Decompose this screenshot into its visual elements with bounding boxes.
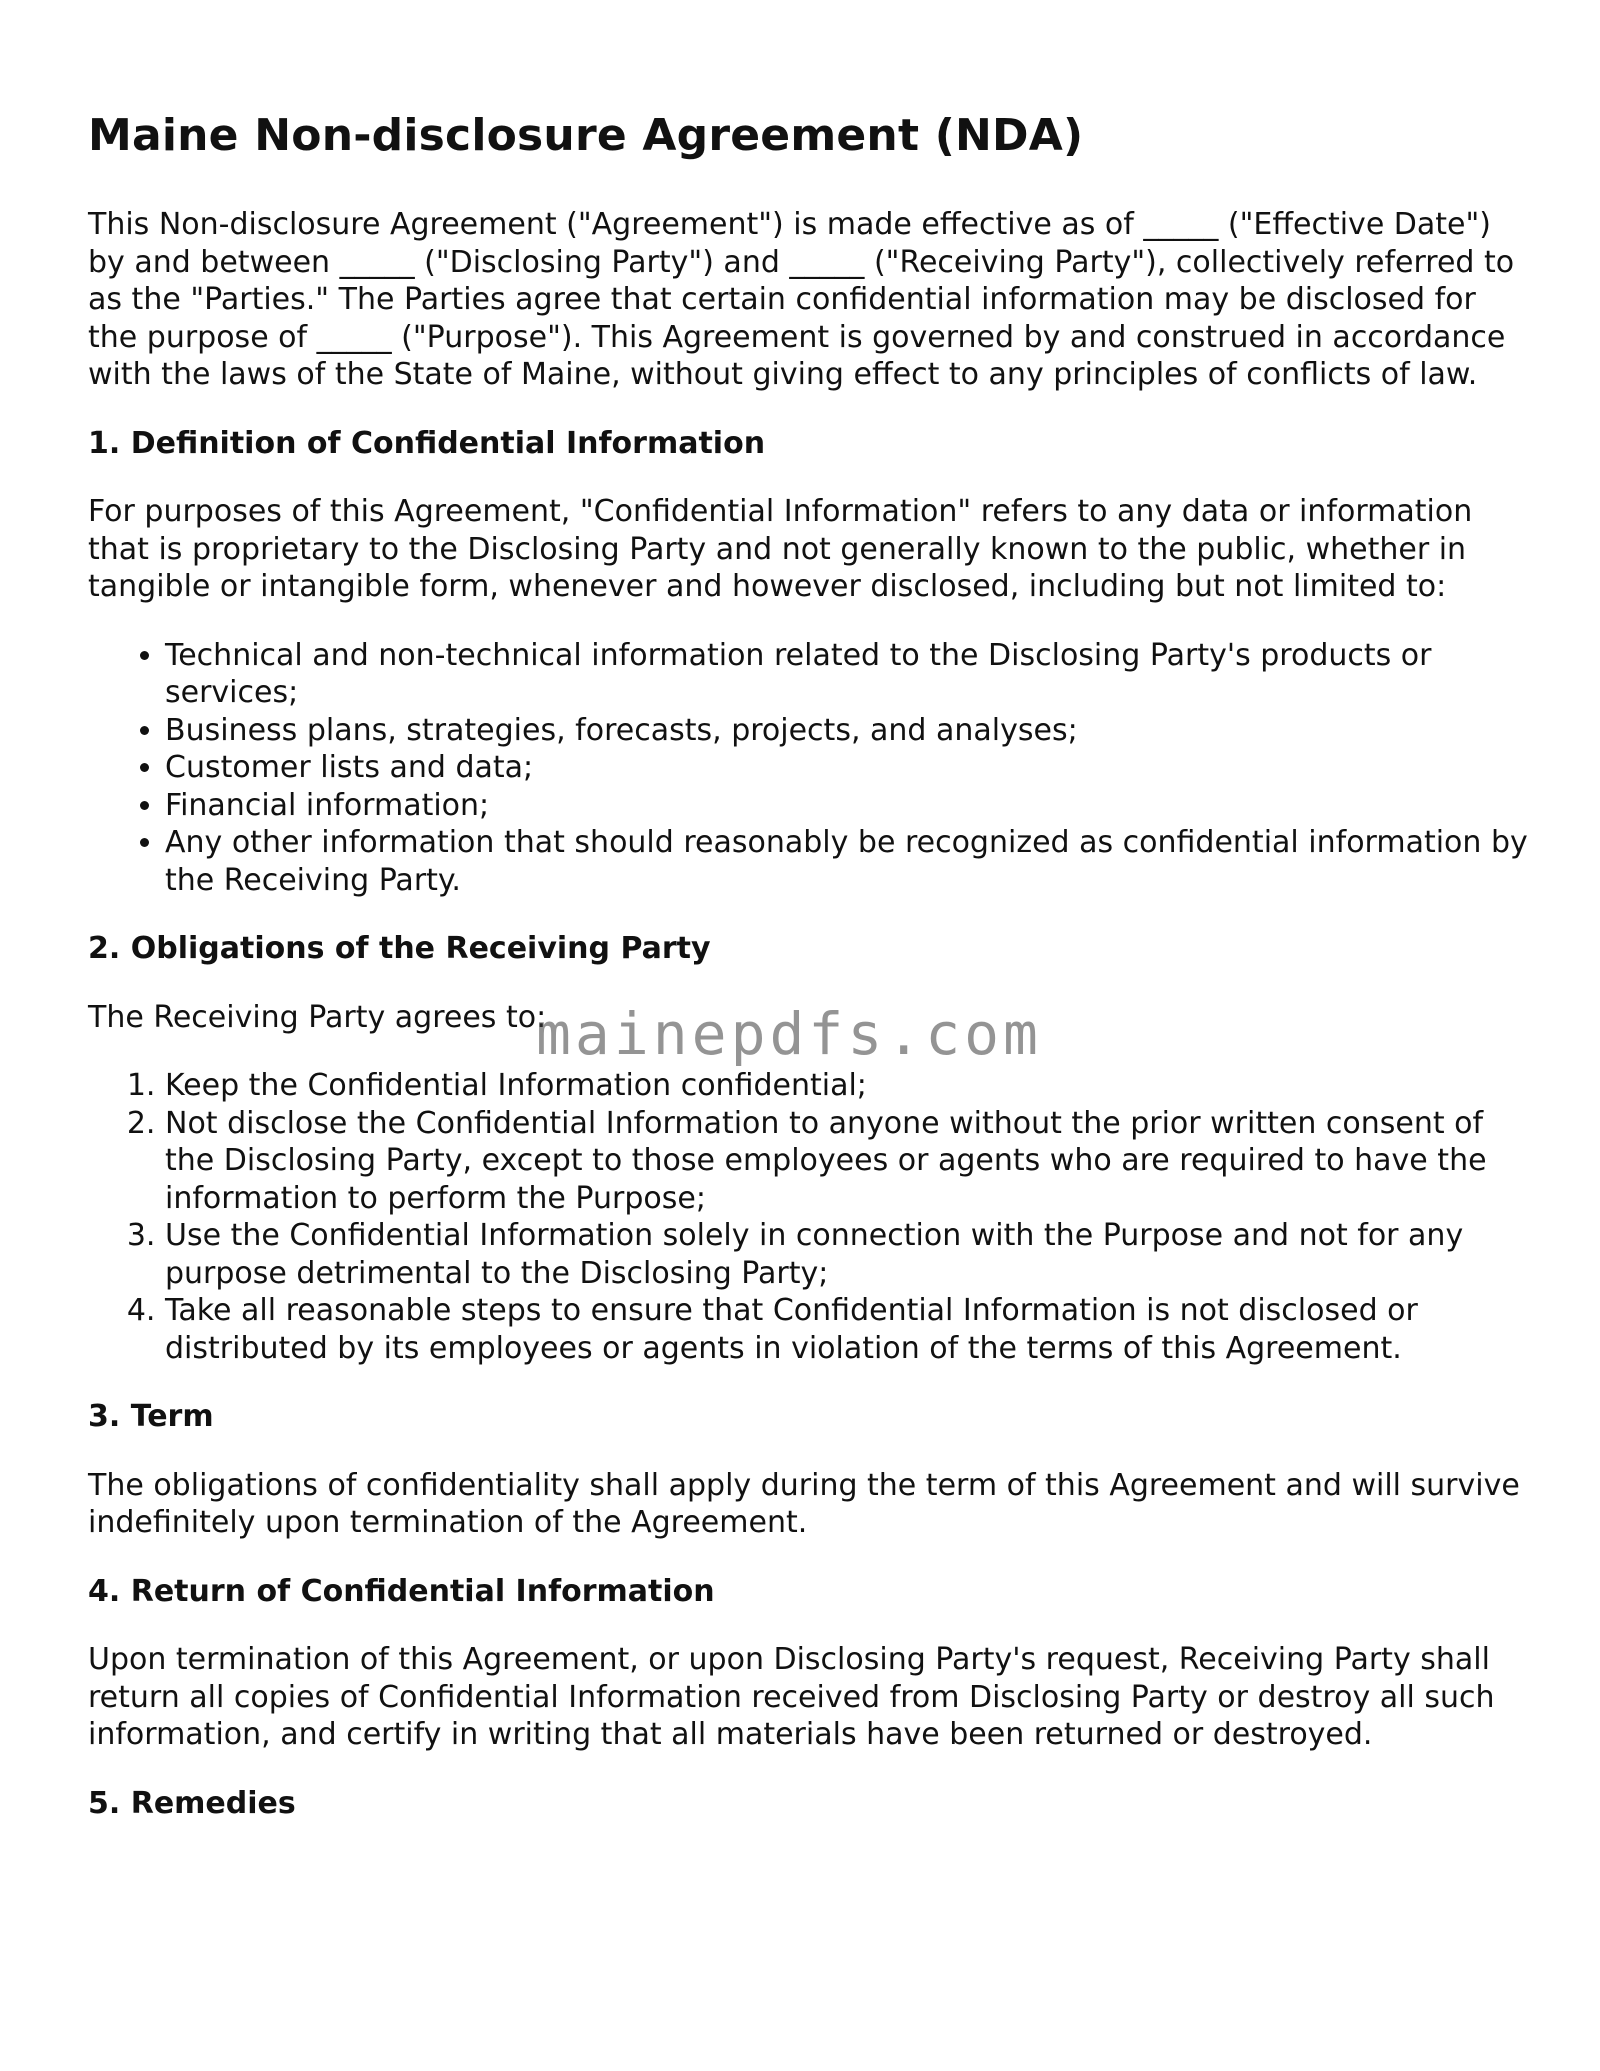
list-item: 4. Take all reasonable steps to ensure that Confidential Information is not disclosed or distributed by its employees or agents in violation of the terms of this Agreement. [165, 1292, 1528, 1367]
list-item: • Technical and non-technical information related to the Disclosing Party's products or services; [165, 637, 1528, 712]
obligations-list [88, 1067, 1528, 1367]
section-body-definition: For purposes of this Agreement, "Confidential Information" refers to any data or information that is proprietary to the Disclosing Party and not generally known to the public, whether in tangible or intangible form, whenever and however disclosed, including but not limited to: [88, 494, 1473, 604]
section-body-term: The obligations of confidentiality shall apply during the term of this Agreement and will survive indefinitely upon termination of the Agreement. [88, 1467, 1520, 1540]
section-heading-remedies: 5. Remedies [88, 1785, 296, 1821]
section-body-obligations: The Receiving Party agrees to: [88, 999, 547, 1035]
section-heading-obligations: 2. Obligations of the Receiving Party [88, 931, 711, 966]
document-title: Maine Non-disclosure Agreement (NDA) [88, 110, 1084, 161]
list-item: 3. Use the Confidential Information solely in connection with the Purpose and not for any purpose detrimental to the Disclosing Party; [165, 1217, 1528, 1292]
watermark: mainepdfs.com [536, 1000, 1042, 1068]
section-heading-return: 4. Return of Confidential Information [88, 1573, 715, 1609]
section-heading-definition: 1. Definition of Confidential Information [88, 425, 766, 461]
list-item: • Business plans, strategies, forecasts, projects, and analyses; [165, 712, 1528, 750]
list-item: • Any other information that should reasonably be recognized as confidential information by the Receiving Party. [165, 824, 1528, 899]
list-item: 2. Not disclose the Confidential Information to anyone without the prior written consent of the Disclosing Party, except to those employees or agents who are required to have the information to perform the Purpose; [165, 1105, 1528, 1218]
document-page [88, 108, 1528, 1853]
section-body-return: Upon termination of this Agreement, or upon Disclosing Party's request, Receiving Party shall return all copies of Confidential Information received from Disclosing Party or destroy all such information, and certify in writing that all materials have been returned or destroyed. [88, 1642, 1495, 1752]
list-item: • Financial information; [165, 787, 1528, 825]
intro-paragraph: This Non-disclosure Agreement ("Agreement") is made effective as of _____ ("Effective Date") by and between _____ ("Disclosing Party") and _____ ("Receiving Party"), collectively referred to as the "Parties." The Parties agree that certain confidential information may be disclosed for the purpose of _____ ("Purpose"). This Agreement is governed by and construed in accordance with the laws of the State of Maine, without giving effect to any principles of conflicts of law. [88, 207, 1515, 392]
section-heading-term: 3. Term [88, 1399, 214, 1434]
list-item: • Customer lists and data; [165, 749, 1528, 787]
list-item: 1. Keep the Confidential Information confidential; [165, 1067, 1528, 1105]
confidential-info-list [88, 637, 1528, 900]
